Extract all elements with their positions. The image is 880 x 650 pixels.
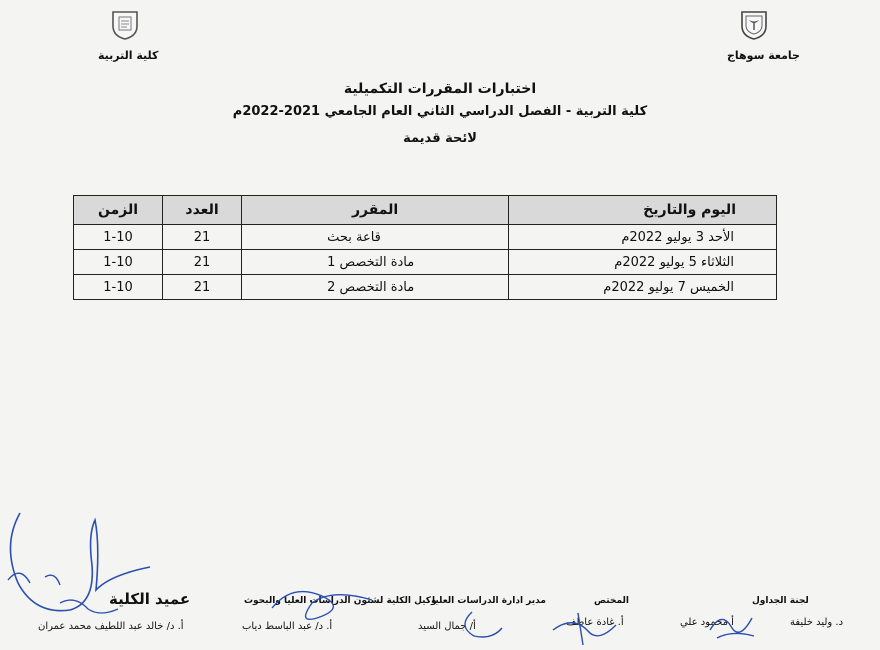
table-row xyxy=(74,250,777,275)
table-row xyxy=(74,275,777,300)
specialist-name: أ. غادة عاطف xyxy=(566,617,624,628)
cell-time: 1-10 xyxy=(74,275,163,300)
cell-day-date: الخميس 7 يوليو 2022م xyxy=(509,275,777,300)
cell-count: 21 xyxy=(163,225,242,250)
header-day-date: اليوم والتاريخ xyxy=(509,196,777,225)
page-title: اختبارات المقررات التكميلية xyxy=(343,81,537,97)
university-logo xyxy=(737,6,771,40)
committee-member-1: د. وليد خليفة xyxy=(790,617,844,628)
cell-course: قاعة بحث xyxy=(242,225,509,250)
specialist-signature xyxy=(548,605,623,647)
table-row xyxy=(74,225,777,250)
cell-count: 21 xyxy=(163,275,242,300)
college-logo xyxy=(108,6,142,40)
header-count: العدد xyxy=(163,196,242,225)
vice-dean-signature xyxy=(262,578,382,628)
specialist-title: المختص xyxy=(594,596,629,606)
cell-time: 1-10 xyxy=(74,225,163,250)
college-name: كلية التربية xyxy=(98,49,159,62)
cell-day-date: الثلاثاء 5 يوليو 2022م xyxy=(509,250,777,275)
cell-time: 1-10 xyxy=(74,250,163,275)
committee-member-2: أ.محمود علي xyxy=(680,617,734,628)
exam-schedule-table xyxy=(73,195,777,300)
committee-title: لجنة الجداول xyxy=(752,596,809,606)
cell-course: مادة التخصص 2 xyxy=(242,275,509,300)
header-time: الزمن xyxy=(74,196,163,225)
table-header-row xyxy=(74,196,777,225)
cell-day-date: الأحد 3 يوليو 2022م xyxy=(509,225,777,250)
dean-title: عميد الكلية xyxy=(109,590,191,608)
committee-signature xyxy=(702,600,762,645)
postgrad-director-name: أ/ جمال السيد xyxy=(418,621,476,632)
cell-course: مادة التخصص 1 xyxy=(242,250,509,275)
vice-dean-name: أ. د/ عبد الباسط دياب xyxy=(242,621,333,632)
header-course: المقرر xyxy=(242,196,509,225)
dean-name: أ. د/ خالد عبد اللطيف محمد عمران xyxy=(38,621,184,632)
vice-dean-title: وكيل الكلية لشئون الدراسات العليا والبحوث xyxy=(244,596,437,606)
dean-signature xyxy=(0,505,180,640)
university-name: جامعة سوهاج xyxy=(727,49,800,62)
postgrad-director-signature xyxy=(452,608,512,643)
regulation-label: لائحة قديمة xyxy=(403,131,477,146)
page-subtitle: كلية التربية - الفصل الدراسي الثاني العام الجامعي 2021-2022م xyxy=(232,104,648,119)
postgrad-director-title: مدير ادارة الدراسات العليا xyxy=(432,596,546,606)
cell-count: 21 xyxy=(163,250,242,275)
